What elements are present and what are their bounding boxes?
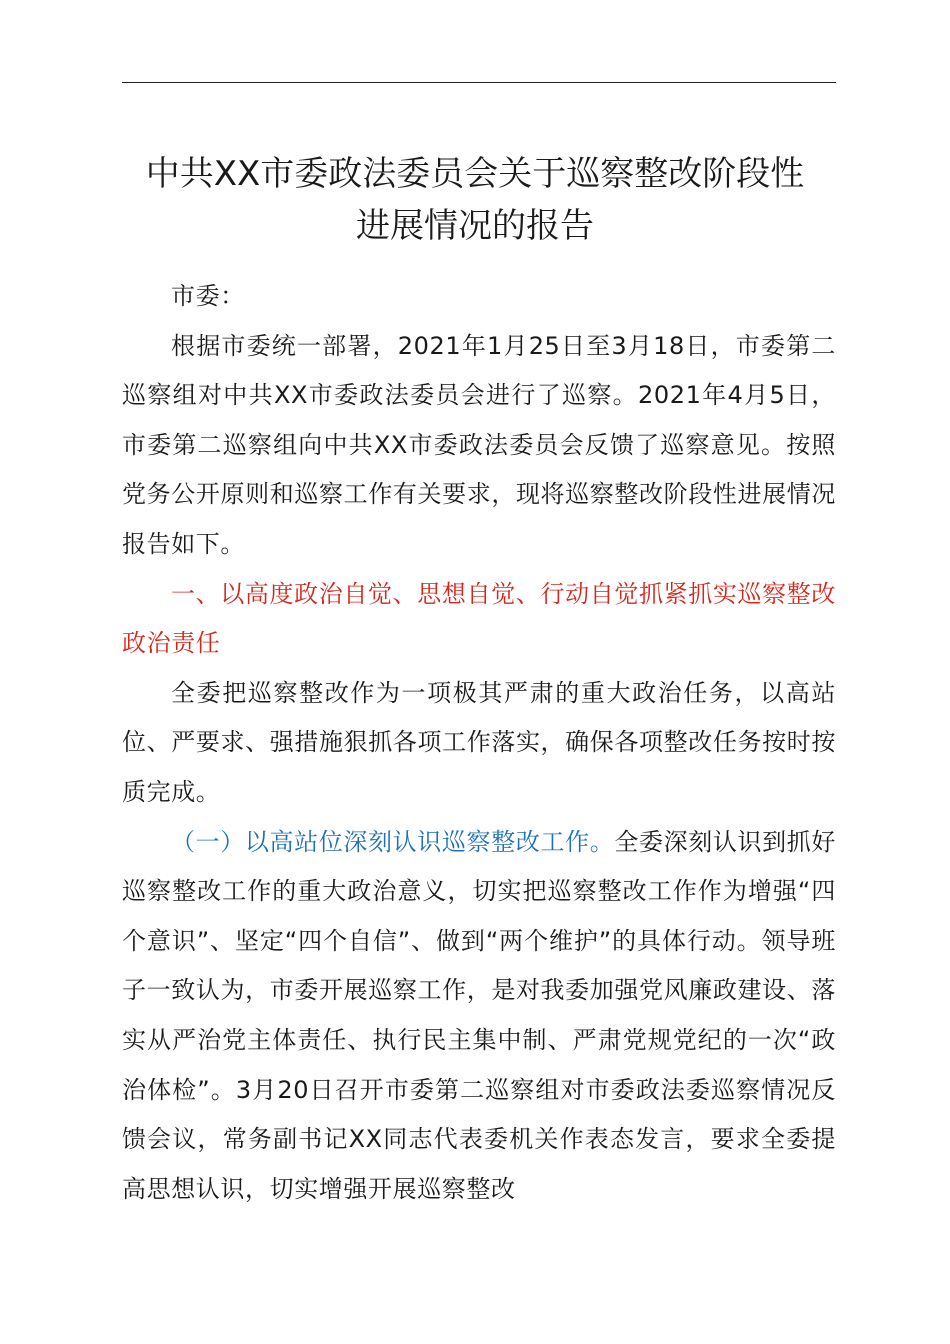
paragraph-intro: 根据市委统一部署，2021年1月25日至3月18日，市委第二巡察组对中共XX市委政法委员会进行了巡察。2021年4月5日，市委第二巡察组向中共XX市委政法委员会反馈了巡察意见。按照党务公开原则和巡察工作有关要求，现将巡察整改阶段性进展情况报告如下。 xyxy=(122,331,836,558)
subsection-1-text: 全委深刻认识到抓好巡察整改工作的重大政治意义，切实把巡察整改工作作为增强“四个意识”、坚定“四个自信”、做到“两个维护”的具体行动。领导班子一致认为，市委开展巡察工作，是对我委加强党风廉政建设、落实从严治党主体责任、执行民主集中制、严肃党规党纪的一次“政治体检”。3月20日召开市委第二巡察组对市委政法委巡察情况反馈会议，常务副书记XX同志代表委机关作表态发言，要求全委提高思想认识，切实增强开展巡察整改 xyxy=(122,827,836,1203)
subsection-heading-1: （一）以高站位深刻认识巡察整改工作。 xyxy=(171,827,615,856)
salutation: 市委： xyxy=(171,282,245,310)
title-line-2: 进展情况的报告 xyxy=(356,206,594,246)
document-title xyxy=(100,148,850,252)
document-body xyxy=(122,272,836,1214)
section-heading-1: 一、以高度政治自觉、思想自觉、行动自觉抓紧抓实巡察整改政治责任 xyxy=(122,579,836,658)
title-line-1: 中共XX市委政法委员会关于巡察整改阶段性 xyxy=(145,154,805,194)
header-rule xyxy=(122,82,836,83)
paragraph-subsection-1 xyxy=(122,818,836,1215)
paragraph-section-1: 全委把巡察整改作为一项极其严肃的重大政治任务，以高站位、严要求、强措施狠抓各项工作落实，确保各项整改任务按时按质完成。 xyxy=(122,678,836,806)
